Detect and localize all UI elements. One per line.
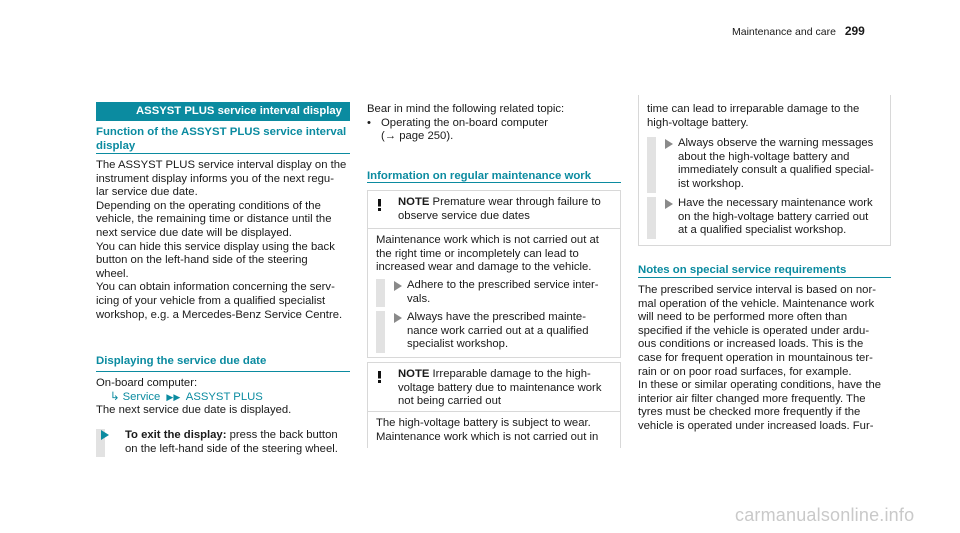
subsection-title [96, 126, 346, 153]
text-line: rain or on poor road surfaces, for example. [638, 365, 852, 378]
text-line: instrument display informs you of the next regu- [96, 172, 334, 185]
note-box [367, 362, 621, 448]
text-line: will need to be performed more often than [638, 311, 848, 324]
text-line: ous conditions or increased loads. This is the [638, 338, 864, 351]
step-text: Adhere to the prescribed service inter- [407, 279, 599, 291]
step-text: nance work carried out at a qualified [407, 324, 589, 337]
text-line: vehicle is operated under increased loads. Fur- [638, 419, 874, 432]
note-heading-text: voltage battery due to maintenance work [398, 381, 602, 394]
note-step [376, 311, 616, 353]
double-chevron-icon: ▶▶ [166, 391, 181, 402]
col1-body [96, 159, 356, 322]
running-header [732, 25, 865, 40]
menu-service: Service [122, 390, 161, 403]
watermark: carmanualsonline.info [735, 505, 915, 525]
text-line: high-voltage battery. [647, 116, 749, 129]
col1-body-2 [96, 377, 356, 418]
text-line: time can lead to irreparable damage to the [647, 103, 860, 115]
note-heading-text: Premature wear through failure to [429, 196, 601, 208]
text-line: You can obtain information concerning the serv- [96, 281, 335, 294]
step-text: specialist workshop. [407, 338, 509, 351]
text-line: increased wear and damage to the vehicle. [376, 261, 592, 274]
step-text: press the back button [226, 429, 338, 441]
note-step [647, 197, 885, 239]
title-rule [96, 371, 350, 372]
menu-assyst: ASSYST PLUS [185, 390, 263, 403]
note-heading [398, 368, 601, 409]
step-text: immediately consult a qualified special- [678, 164, 874, 177]
step-arrow-icon [394, 281, 402, 291]
text-line: The ASSYST PLUS service interval display on the [96, 159, 347, 171]
text-line: button on the left-hand side of the steering [96, 254, 308, 267]
text-line: interior air filter changed more frequently. The [638, 392, 866, 405]
text-line: icing of your vehicle from a qualified specialist [96, 294, 326, 307]
section-bar [96, 102, 350, 121]
text-line: tyres must be checked more frequently if the [638, 406, 861, 419]
text-line: Bear in mind the following related topic: [367, 103, 565, 115]
step-text: Have the necessary maintenance work [678, 197, 873, 209]
text-line: wheel. [96, 267, 129, 280]
text-line: The high-voltage battery is subject to wear. [376, 417, 591, 429]
text-line: Maintenance work which is not carried out in [376, 430, 599, 443]
step-text: at a qualified specialist workshop. [678, 224, 847, 237]
note-box-continued [638, 95, 891, 246]
warning-icon [375, 371, 384, 383]
note-divider [368, 228, 620, 229]
text-line: next service due date will be displayed. [96, 226, 292, 239]
text-line: vehicle, the remaining time or distance until the [96, 213, 332, 226]
note-heading-text: Irreparable damage to the high- [429, 368, 591, 380]
step-arrow-icon [665, 199, 673, 209]
step-arrow-icon [394, 313, 402, 323]
step-bold: To exit the display: [125, 429, 227, 441]
text-line: workshop, e.g. a Mercedes-Benz Service Centre. [96, 308, 343, 321]
bullet-item [367, 117, 627, 131]
onboard-label: On-board computer: [96, 377, 198, 389]
text-line: Depending on the operating conditions of the [96, 199, 321, 212]
section-title: Information on regular maintenance work [367, 170, 592, 182]
text-line: the right time or incompletely can lead to [376, 247, 579, 260]
menu-path [96, 391, 356, 405]
step-text: vals. [407, 292, 431, 305]
col3-body [638, 284, 898, 434]
step-text: on the high-voltage battery carried out [678, 210, 869, 223]
text-line: mal operation of the vehicle. Maintenance work [638, 297, 875, 310]
step-arrow-icon [101, 430, 109, 440]
note-step [647, 137, 885, 193]
subsection-title-line: Function of the ASSYST PLUS service interval [96, 126, 347, 138]
col2-intro [367, 103, 627, 144]
note-body [647, 103, 859, 130]
page-number: 299 [844, 24, 865, 38]
text-line: The prescribed service interval is based on nor- [638, 284, 876, 296]
bullet-icon: • [367, 116, 371, 129]
title-rule [367, 182, 621, 183]
step-text: ist workshop. [678, 177, 744, 190]
section-title: Notes on special service requirements [638, 264, 847, 276]
title-rule [638, 277, 891, 278]
bullet-text: (→ page 250). [381, 130, 454, 143]
warning-icon [375, 199, 384, 211]
text-line: The next service due date is displayed. [96, 404, 292, 417]
step-arrow-icon [665, 139, 673, 149]
note-body [376, 234, 599, 275]
return-arrow-icon: ↳ [110, 390, 120, 403]
text-line: In these or similar operating conditions, have the [638, 379, 882, 392]
step-text: on the left-hand side of the steering wheel. [125, 442, 338, 455]
section-bar-title: ASSYST PLUS service interval display [136, 105, 342, 117]
text-line: You can hide this service display using the back [96, 240, 335, 253]
note-box [367, 190, 621, 358]
note-step [376, 279, 616, 307]
step-text: Always observe the warning messages [678, 137, 874, 149]
exit-step [96, 429, 356, 457]
title-rule [96, 153, 350, 154]
bullet-text: Operating the on-board computer [381, 116, 549, 129]
text-line: lar service due date. [96, 186, 198, 199]
text-line: Maintenance work which is not carried out at [376, 234, 599, 246]
step-text: about the high-voltage battery and [678, 150, 850, 163]
note-label: NOTE [398, 196, 430, 208]
note-body [376, 417, 598, 444]
note-label: NOTE [398, 368, 430, 380]
text-line: specified if the vehicle is operated under ardu- [638, 324, 870, 337]
note-heading-text: observe service due dates [398, 209, 530, 222]
note-heading-text: not being carried out [398, 395, 501, 408]
section2-title: Displaying the service due date [96, 355, 267, 367]
subsection-title-line: display [96, 139, 136, 152]
text-line: case for frequent operation in mountainous ter- [638, 351, 873, 364]
step-text: Always have the prescribed mainte- [407, 311, 586, 323]
note-divider [368, 411, 620, 412]
note-heading [398, 196, 601, 223]
header-section: Maintenance and care [732, 26, 836, 38]
